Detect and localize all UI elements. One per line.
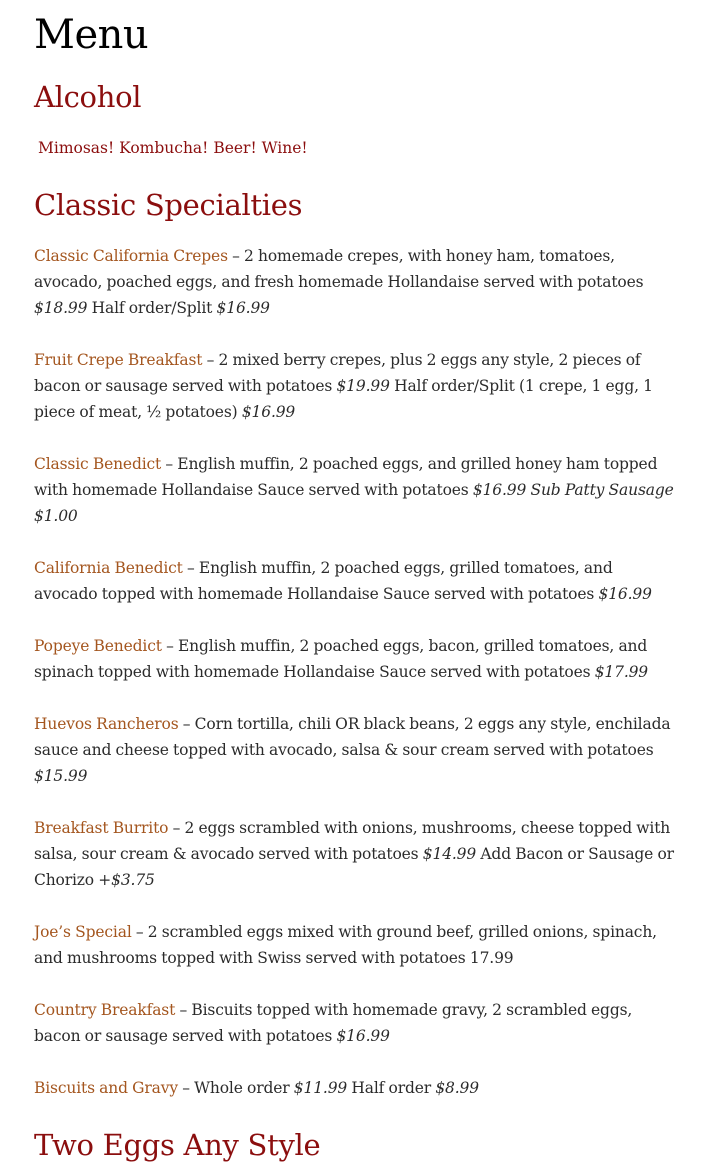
menu-item-description: – Whole order [177,1079,294,1097]
menu-item-name: California Benedict [34,559,183,577]
menu-item-extra: Half order/Split (1 crepe, 1 egg, 1 piece of meat, ½ potatoes) [34,377,653,421]
menu-item-name: Biscuits and Gravy [34,1079,178,1097]
menu-item-description: – 2 scrambled eggs mixed with ground beef, grilled onions, spinach, and mushrooms topped with Swiss served with potatoes 17.99 [34,923,657,967]
page-title: Menu [34,12,149,58]
menu-item-name: Breakfast Burrito [34,819,169,837]
menu-item-extra: Half order [347,1079,436,1097]
menu-item [34,1075,680,1101]
classic-specialties-list [34,243,680,1127]
menu-item-price-alt: $8.99 [435,1079,479,1097]
section-title-two-eggs-any-style: Two Eggs Any Style [34,1128,321,1162]
menu-item-price: $18.99 [34,299,88,317]
menu-item [34,555,680,607]
menu-item-name: Popeye Benedict [34,637,162,655]
section-title-classic-specialties: Classic Specialties [34,188,303,222]
menu-item-description: – English muffin, 2 poached eggs, bacon, grilled tomatoes, and spinach topped with homemade Hollandaise Sauce served with potatoes [34,637,648,681]
section-title-alcohol: Alcohol [34,80,142,114]
menu-item [34,347,680,425]
menu-item-name: Huevos Rancheros [34,715,179,733]
menu-item-price-alt: $16.99 [241,403,296,421]
menu-item-price: $11.99 [293,1079,348,1097]
menu-item-price: $14.99 [422,845,477,863]
menu-item [34,633,680,685]
menu-item-price: $16.99 Sub Patty Sausage $1.00 [34,481,674,525]
menu-item-description: – Corn tortilla, chili OR black beans, 2 eggs any style, enchilada sauce and cheese topped with avocado, salsa & sour cream served with potatoes [34,715,671,759]
menu-item [34,815,680,893]
menu-item-price: $19.99 [336,377,390,395]
menu-item-description: – 2 eggs scrambled with onions, mushrooms, cheese topped with salsa, sour cream & avocado served with potatoes [34,819,671,863]
menu-item-name: Classic California Crepes [34,247,228,265]
menu-item-extra: Add Bacon or Sausage or Chorizo [34,845,674,889]
menu-item-price: $16.99 [336,1027,390,1045]
menu-item-price-alt: +$3.75 [98,871,155,889]
menu-item-name: Classic Benedict [34,455,162,473]
menu-item-extra: Half order/Split [87,299,217,317]
menu-item-price: $15.99 [34,767,88,785]
menu-item [34,997,680,1049]
alcohol-offerings-text: Mimosas! Kombucha! Beer! Wine! [38,139,308,157]
menu-item [34,243,680,321]
menu-item-description: – English muffin, 2 poached eggs, grilled tomatoes, and avocado topped with homemade Hollandaise Sauce served with potatoes [34,559,613,603]
menu-item-description: – 2 homemade crepes, with honey ham, tomatoes, avocado, poached eggs, and fresh homemade Hollandaise served with potatoes [34,247,644,291]
menu-item-description: – English muffin, 2 poached eggs, and grilled honey ham topped with homemade Hollandaise Sauce served with potatoes [34,455,658,499]
menu-item-name: Joe’s Special [34,923,132,941]
menu-item-name: Fruit Crepe Breakfast [34,351,203,369]
menu-item-description: – Biscuits topped with homemade gravy, 2 scrambled eggs, bacon or sausage served with potatoes [34,1001,633,1045]
menu-item-price: $17.99 [594,663,649,681]
menu-item-price-alt: $16.99 [216,299,270,317]
menu-item-price: $16.99 [598,585,652,603]
menu-item [34,919,680,971]
menu-item-name: Country Breakfast [34,1001,176,1019]
menu-item [34,711,680,789]
menu-item [34,451,680,529]
menu-item-description: – 2 mixed berry crepes, plus 2 eggs any style, 2 pieces of bacon or sausage served with potatoes [34,351,641,395]
